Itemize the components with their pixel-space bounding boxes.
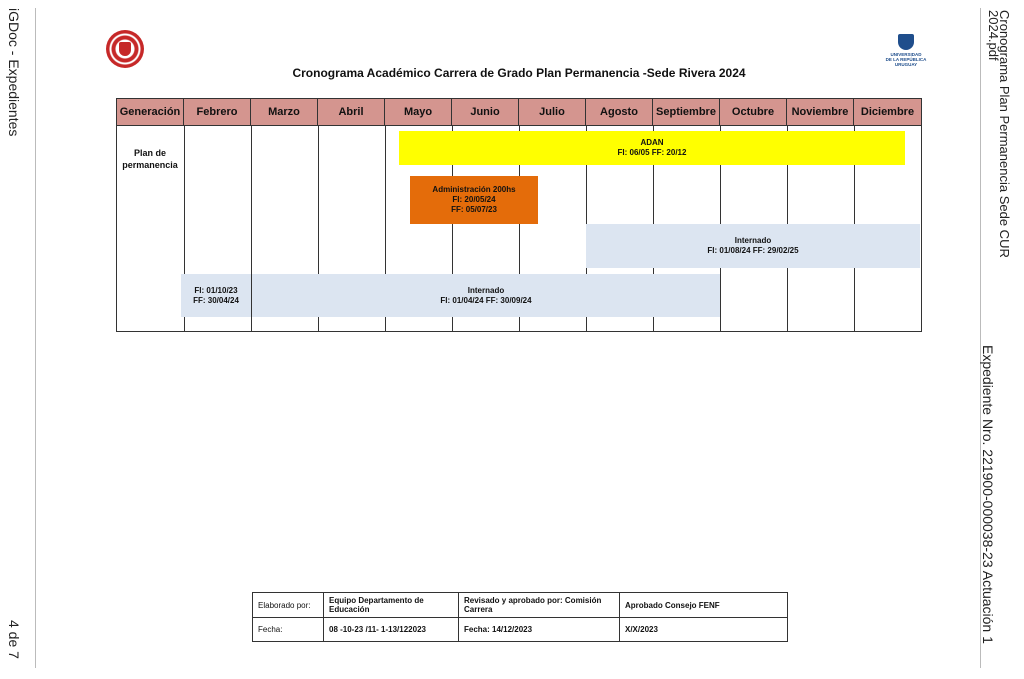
- file-name-line2: 2024.pdf: [986, 10, 1001, 61]
- adan-bar: [399, 131, 905, 165]
- internado1-name: Internado: [734, 236, 772, 245]
- header-noviembre: Noviembre: [787, 99, 854, 126]
- expediente-label: Expediente Nro. 221900-000038-23 Actuación 1: [980, 345, 996, 644]
- header-febrero: Febrero: [184, 99, 251, 126]
- schedule-table: [116, 98, 922, 332]
- udelar-logo: [878, 34, 934, 67]
- internado1-dates: FI: 01/08/24 FF: 29/02/25: [707, 246, 799, 255]
- header-abril: Abril: [318, 99, 385, 126]
- approval-row: [253, 593, 788, 618]
- page-title: [0, 66, 1024, 80]
- header-septiembre: Septiembre: [653, 99, 720, 126]
- page-indicator: 4 de 7: [6, 620, 22, 659]
- udelar-text-2: DE LA REPÚBLICA: [885, 57, 927, 62]
- right-margin: [980, 0, 1024, 679]
- udelar-text-1: UNIVERSIDAD: [890, 52, 922, 57]
- pre-fi: FI: 01/10/23: [194, 285, 238, 295]
- adan-dates: FI: 06/05 FF: 20/12: [617, 148, 687, 157]
- elaborado-value: Equipo Departamento de Educación: [324, 593, 459, 618]
- fecha-revisado: Fecha: 14/12/2023: [459, 618, 620, 642]
- revisado-cell: Revisado y aprobado por: Comisión Carrera: [459, 593, 620, 618]
- udelar-emblem-icon: [898, 34, 914, 50]
- header-junio: Junio: [452, 99, 519, 126]
- fecha-aprobado: X/X/2023: [620, 618, 788, 642]
- internado-bar-2: [252, 274, 720, 317]
- header-generacion: Generación: [117, 99, 184, 126]
- file-name: [988, 10, 1010, 258]
- aprobado-cell: Aprobado Consejo FENF: [620, 593, 788, 618]
- approval-table: [252, 592, 788, 642]
- header-octubre: Octubre: [720, 99, 787, 126]
- admin-ff: FF: 05/07/23: [451, 205, 497, 214]
- administracion-bar: [410, 176, 538, 224]
- header-mayo: Mayo: [385, 99, 452, 126]
- header-diciembre: Diciembre: [854, 99, 921, 126]
- internado2-dates: FI: 01/04/24 FF: 30/09/24: [440, 295, 532, 305]
- faculty-seal-logo: [106, 30, 144, 68]
- left-margin: [0, 0, 36, 679]
- internado-bar-1: [586, 224, 920, 268]
- generation-label: Plan de permanencia: [122, 148, 178, 170]
- fecha-label: Fecha:: [253, 618, 324, 642]
- system-label: iGDoc - Expedientes: [6, 8, 22, 137]
- elaborado-label: Elaborado por:: [253, 593, 324, 618]
- pre-ff: FF: 30/04/24: [193, 295, 239, 305]
- header-marzo: Marzo: [251, 99, 318, 126]
- page-title-text: Cronograma Académico Carrera de Grado Plan Permanencia -Sede Rivera 2024: [292, 66, 746, 80]
- adan-name: ADAN: [640, 138, 664, 147]
- admin-fi: FI: 20/05/24: [452, 195, 496, 204]
- fecha-value: 08 -10-23 /11- 1-13/122023: [324, 618, 459, 642]
- pre-internado-bar: [181, 274, 251, 317]
- left-divider: [35, 8, 36, 668]
- header-julio: Julio: [519, 99, 586, 126]
- admin-name: Administración 200hs: [432, 185, 516, 194]
- udelar-text-3: URUGUAY: [894, 62, 918, 67]
- header-agosto: Agosto: [586, 99, 653, 126]
- internado2-name: Internado: [467, 285, 505, 295]
- file-name-line1: Cronograma Plan Permanencia Sede CUR: [997, 10, 1012, 258]
- fecha-row: [253, 618, 788, 642]
